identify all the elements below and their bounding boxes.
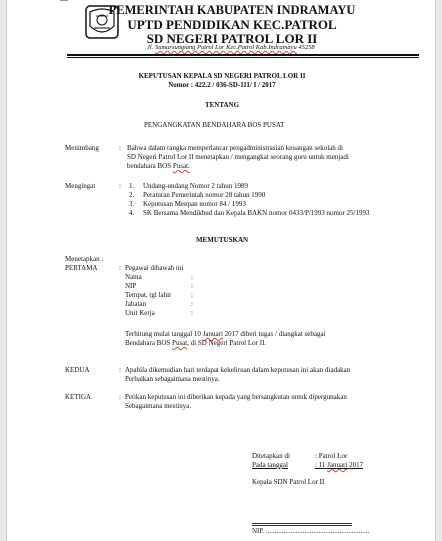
ketiga-label: KETIGA [65,393,92,401]
field-label-unit: Unit Kerja [125,309,155,317]
mengingat-label: Mengingat [65,182,96,190]
header-rule-thin [67,57,419,58]
memutuskan-heading: MEMUTUSKAN [195,236,249,244]
mengingat-num-1: 1. [129,182,135,190]
signature-place-value: : Patrol Lor [315,452,348,460]
pertama-body-line-1: Terhitung mulai tanggal 10 Januari 2017 diberi tugas / diangkat sebagai [125,330,326,338]
kedua-label: KEDUA [65,366,90,374]
decree-number: Nomor : 422.2 / 036-SD-111/ I / 2017 [168,81,276,89]
field-colon-nip: : [191,282,193,290]
header-rule-thick [67,54,419,56]
header-address: Jl. Sumursumpang Patrol Lor Kec.Patrol Kab.Indramayu 45258 [147,44,315,51]
text-boundary-marker [60,0,68,2]
menimbang-colon: : [119,144,121,152]
ketiga-colon: : [119,393,121,401]
document-page [6,0,436,541]
pertama-colon: : [119,264,121,272]
field-label-ttl: Tempat, tgl lahir [125,291,172,299]
mengingat-item-4: SK Bersama Mendikbud dan Kepala BAKN nomor 0433/P/1993 nomor 25/1993 [143,209,370,217]
mengingat-item-1: Undang-undang Nomor 2 tahun 1989 [143,182,248,190]
ketiga-line-2: Sebagaimana mestinya. [125,402,192,410]
signature-line-top [252,523,352,524]
pertama-intro: Pegawai dibawah ini [125,264,184,272]
field-colon-jabatan: : [191,300,193,308]
field-colon-ttl: : [191,291,193,299]
kedua-colon: : [119,366,121,374]
signature-place-label: Ditetapkan di [252,452,290,460]
header-uptd: UPTD PENDIDIKAN KEC.PATROL [127,17,337,32]
mengingat-item-2: Peraturan Pemerintah nomor 28 tahun 1990 [143,191,266,199]
mengingat-item-3: Keputusan Menpan nomor 84 / 1993 [143,200,246,208]
signature-nip: NIP. ........................................................... [252,527,370,535]
kedua-line-1: Apabila dikemudian hari terdapat kekeliruan dalam keputusan ini akan diadakan [125,366,351,374]
header-government: PEMERINTAH KABUPATEN INDRAMAYU [108,3,356,17]
field-colon-nama: : [191,273,193,281]
pertama-label: PERTAMA [65,264,98,272]
pertama-body-line-2: Bendahara BOS Pusat, di SD Negeri Patrol Lor II. [125,339,267,347]
mengingat-colon: : [119,182,121,190]
kedua-line-2: Perbaikan sebagaimana mestinya. [125,375,220,383]
ketiga-line-1: Petikan keputusan ini diberikan kepada yang bersangkutan untuk dipergunakan [125,393,347,401]
menimbang-line-3: bendahara BOS Pusat. [127,162,190,170]
menimbang-label: Menimbang [65,144,99,152]
menetapkan-label: Menetapkan : [65,255,104,263]
signature-position: Kepala SDN Patrol Lor II [252,478,325,486]
menimbang-line-1: Bahwa dalam rangka memperlancar pengadministrasian keuangan sekolah di [127,144,343,152]
decree-subject: PENGANGKATAN BENDAHARA BOS PUSAT [144,121,285,129]
about-label: TENTANG [204,101,240,109]
menimbang-line-2: SD Negeri Patrol Lor II menetapkan / mengangkat seorang guru untuk menjadi [127,153,349,161]
field-label-nama: Nama [125,273,142,281]
header-school: SD NEGERI PATROL LOR II [146,31,318,46]
field-colon-unit: : [191,309,193,317]
mengingat-num-3: 3. [129,200,135,208]
signature-date-label: Pada tanggal [252,461,288,469]
field-label-jabatan: Jabatan [125,300,146,308]
field-label-nip: NIP [125,282,137,290]
decree-title: KEPUTUSAN KEPALA SD NEGERI PATROL LOR II [138,72,306,80]
signature-line-bottom [252,525,352,526]
mengingat-num-4: 4. [129,209,135,217]
signature-date-value: : 11 Januari 2017 [315,461,364,469]
mengingat-num-2: 2. [129,191,135,199]
